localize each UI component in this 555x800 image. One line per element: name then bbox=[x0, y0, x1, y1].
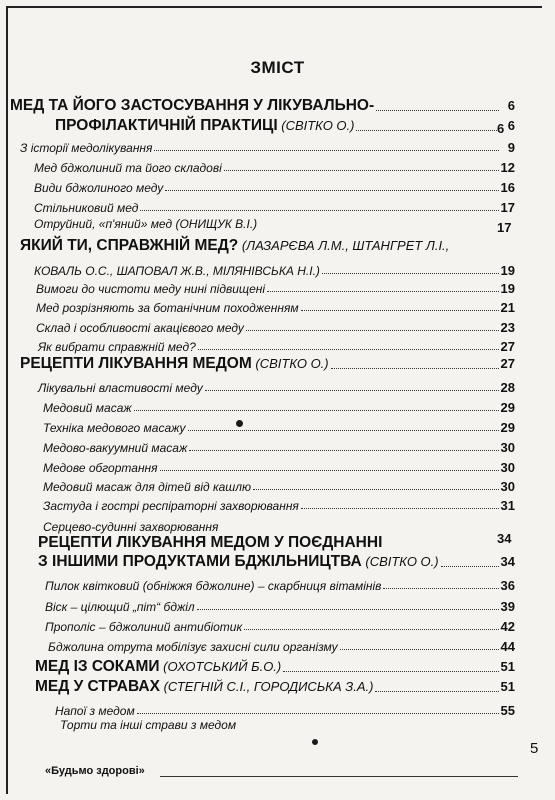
dot-leader bbox=[140, 209, 498, 211]
dot-leader bbox=[189, 449, 498, 451]
toc-entry-page: 28 bbox=[500, 380, 515, 395]
toc-entry-author: (СВІТКО О.) bbox=[277, 118, 355, 133]
toc-entry-title: Медово-вакуумний масаж bbox=[43, 441, 188, 455]
dot-leader bbox=[253, 488, 498, 490]
dot-leader bbox=[375, 690, 498, 692]
toc-entry bbox=[0, 460, 555, 475]
toc-entry bbox=[0, 639, 555, 654]
toc-entry-page: 44 bbox=[500, 639, 515, 654]
toc-entry-page: 39 bbox=[500, 599, 515, 614]
toc-entry-page: 12 bbox=[500, 160, 515, 175]
toc-entry-page: 55 bbox=[500, 703, 515, 718]
toc-entry-author: (СВІТКО О.) bbox=[361, 554, 439, 569]
toc-entry-page: 19 bbox=[500, 281, 515, 296]
toc-entry-title: Серцево-судинні захворювання bbox=[43, 520, 219, 534]
toc-entry-title: МЕД ТА ЙОГО ЗАСТОСУВАННЯ У ЛІКУВАЛЬНО- bbox=[10, 97, 375, 114]
toc-entry-page: 21 bbox=[500, 300, 515, 315]
toc-entry-page: 29 bbox=[500, 420, 515, 435]
dot-leader bbox=[322, 272, 499, 274]
toc-entry bbox=[0, 217, 555, 231]
toc-entry-title: Склад і особливості акацієвого меду bbox=[36, 321, 244, 335]
toc-entry-title: Вимоги до чистоти меду нині підвищені bbox=[36, 282, 266, 296]
dot-leader bbox=[246, 329, 499, 331]
footer-series-title: «Будьмо здорові» bbox=[45, 765, 145, 777]
toc-entry bbox=[0, 498, 555, 513]
toc-entry-title: Бджолина отрута мобілізує захисні сили організму bbox=[48, 640, 338, 654]
toc-entry bbox=[0, 263, 555, 278]
dot-leader bbox=[267, 290, 498, 292]
toc-heading bbox=[0, 97, 555, 115]
toc-entry-page: 9 bbox=[507, 140, 515, 155]
dot-leader bbox=[165, 189, 498, 191]
toc-heading bbox=[0, 678, 555, 696]
toc-heading bbox=[0, 534, 555, 552]
dot-leader bbox=[244, 628, 498, 630]
toc-entry-author: (СТЕГНІЙ С.І., ГОРОДИСЬКА З.А.) bbox=[159, 679, 374, 694]
toc-entry bbox=[0, 380, 555, 395]
toc-entry-author: (ОНИЩУК В.І.) bbox=[172, 217, 258, 231]
toc-entry-title: Техніка медового масажу bbox=[43, 421, 186, 435]
dot-leader bbox=[331, 367, 499, 369]
toc-entry-title: ЯКИЙ ТИ, СПРАВЖНІЙ МЕД? bbox=[20, 237, 239, 254]
toc-entry bbox=[0, 578, 555, 593]
dot-leader bbox=[137, 712, 499, 714]
dot-leader bbox=[197, 608, 499, 610]
toc-entry-author: (СВІТКО О.) bbox=[251, 356, 329, 371]
toc-entry-title: Стільниковий мед bbox=[34, 201, 139, 215]
toc-heading bbox=[0, 553, 555, 571]
toc-entry bbox=[0, 140, 555, 155]
toc-entry-page: 30 bbox=[500, 460, 515, 475]
toc-entry-page: 17 bbox=[500, 200, 515, 215]
toc-entry-title: Прополіс – бджолиний антибіотик bbox=[45, 620, 243, 634]
toc-entry bbox=[0, 160, 555, 175]
toc-entry-title: Лікувальні властивості меду bbox=[38, 381, 203, 395]
ink-spot bbox=[236, 420, 243, 427]
toc-entry-title: КОВАЛЬ О.С., ШАПОВАЛ Ж.В., МІЛЯНІВСЬКА Н.І.) bbox=[34, 264, 320, 278]
toc-heading bbox=[0, 117, 555, 135]
toc-entry-title: Напої з медом bbox=[55, 704, 135, 718]
page-number: 5 bbox=[530, 740, 539, 757]
toc-entry-page: 34 bbox=[500, 554, 515, 569]
toc-entry bbox=[0, 180, 555, 195]
ink-spot bbox=[312, 739, 318, 745]
page-title: ЗМІСТ bbox=[250, 58, 305, 77]
toc-entry-page: 31 bbox=[500, 498, 515, 513]
toc-entry bbox=[0, 440, 555, 455]
toc-entry bbox=[0, 339, 555, 354]
toc-entry-title: З ІНШИМИ ПРОДУКТАМИ БДЖІЛЬНИЦТВА bbox=[38, 553, 362, 570]
toc-entry-title: Як вибрати справжній мед? bbox=[38, 340, 196, 354]
toc-entry-page: 29 bbox=[500, 400, 515, 415]
toc-entry-title: Мед розрізняють за ботанічним походженням bbox=[36, 301, 299, 315]
toc-entry-title: ПРОФІЛАКТИЧНІЙ ПРАКТИЦІ bbox=[55, 117, 278, 134]
toc-entry-page: 51 bbox=[500, 659, 515, 674]
toc-entry-title: Пилок квітковий (обніжжя бджолине) – скарбниця вітамінів bbox=[45, 579, 382, 593]
dot-leader bbox=[376, 109, 499, 111]
toc-entry bbox=[0, 400, 555, 415]
dot-leader bbox=[283, 670, 498, 672]
toc-entry-title: Віск – цілющий „піт“ бджіл bbox=[45, 600, 195, 614]
dot-leader bbox=[134, 409, 499, 411]
toc-entry-page: 27 bbox=[500, 356, 515, 371]
toc-entry bbox=[0, 520, 555, 534]
toc-entry-title: З історії медолікування bbox=[20, 141, 153, 155]
toc-heading bbox=[0, 237, 555, 255]
toc-entry-title: МЕД У СТРАВАХ bbox=[35, 678, 160, 695]
toc-entry-title: Торти та інші страви з медом bbox=[60, 718, 237, 732]
toc-entry bbox=[0, 200, 555, 215]
toc-entry-page: 27 bbox=[500, 339, 515, 354]
dot-leader bbox=[198, 348, 499, 350]
dot-leader bbox=[340, 648, 499, 650]
dot-leader bbox=[301, 309, 499, 311]
toc-entry-title: Види бджолиного меду bbox=[34, 181, 164, 195]
toc-heading bbox=[0, 658, 555, 676]
toc-entry-author: (ОХОТСЬКИЙ Б.О.) bbox=[159, 659, 282, 674]
toc-page-number: 34 bbox=[497, 531, 512, 546]
toc-entry bbox=[0, 420, 555, 435]
footer-rule bbox=[160, 776, 518, 777]
dot-leader bbox=[154, 149, 499, 151]
toc-entry-page: 19 bbox=[500, 263, 515, 278]
toc-entry-page: 42 bbox=[500, 619, 515, 634]
toc-entry bbox=[0, 281, 555, 296]
toc-entry-page: 51 bbox=[500, 679, 515, 694]
toc-entry-page: 6 bbox=[507, 118, 515, 133]
dot-leader bbox=[383, 587, 498, 589]
toc-entry bbox=[0, 479, 555, 494]
toc-entry-title: Застуда і гострі респіраторні захворювання bbox=[43, 499, 299, 513]
toc-entry bbox=[0, 619, 555, 634]
dot-leader bbox=[224, 169, 499, 171]
toc-entry-title: Медовий масаж bbox=[43, 401, 132, 415]
toc-entry bbox=[0, 599, 555, 614]
toc-entry-title: Мед бджолиний та його складові bbox=[34, 161, 222, 175]
dot-leader bbox=[188, 429, 499, 431]
toc-entry-title: Медове обгортання bbox=[43, 461, 158, 475]
dot-leader bbox=[441, 565, 499, 567]
toc-entry-page: 30 bbox=[500, 440, 515, 455]
toc-entry bbox=[0, 320, 555, 335]
dot-leader bbox=[160, 469, 499, 471]
toc-entry-page: 30 bbox=[500, 479, 515, 494]
toc-entry-title: РЕЦЕПТИ ЛІКУВАННЯ МЕДОМ bbox=[20, 355, 252, 372]
toc-entry-title: Отруйний, «п'яний» мед bbox=[34, 217, 173, 231]
toc-entry-page: 16 bbox=[500, 180, 515, 195]
toc-page-number: 6 bbox=[497, 121, 505, 136]
dot-leader bbox=[356, 129, 499, 131]
dot-leader bbox=[205, 389, 499, 391]
toc-entry-author: (ЛАЗАРЄВА Л.М., ШТАНГРЕТ Л.І., bbox=[238, 238, 450, 253]
toc-heading bbox=[0, 355, 555, 373]
toc-entry-page: 23 bbox=[500, 320, 515, 335]
toc-page-number: 17 bbox=[497, 220, 512, 235]
toc-entry bbox=[0, 300, 555, 315]
dot-leader bbox=[301, 507, 499, 509]
toc-entry-title: МЕД ІЗ СОКАМИ bbox=[35, 658, 160, 675]
toc-entry bbox=[0, 703, 555, 718]
toc-entry bbox=[0, 718, 555, 732]
toc-entry-title: РЕЦЕПТИ ЛІКУВАННЯ МЕДОМ У ПОЄДНАННІ bbox=[38, 534, 383, 551]
toc-entry-title: Медовий масаж для дітей від кашлю bbox=[43, 480, 252, 494]
toc-entry-page: 6 bbox=[507, 98, 515, 113]
toc-entry-page: 36 bbox=[500, 578, 515, 593]
